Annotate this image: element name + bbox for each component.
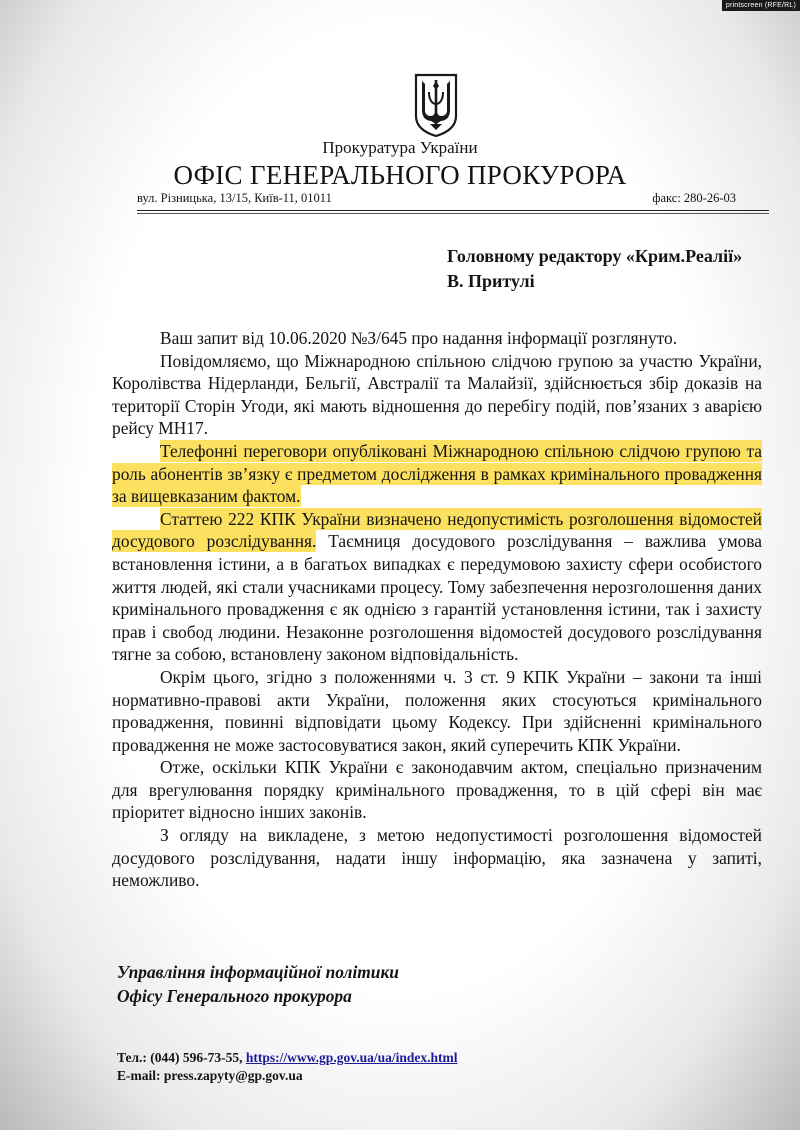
paragraph-phone-calls (112, 440, 762, 508)
agency-name: Прокуратура України (322, 138, 478, 157)
recipient-line-name: В. Притулі (447, 271, 535, 291)
highlighted-text: Статтею 222 КПК України визначено недопустимість розголошення відомостей досудового розслідування. (112, 508, 762, 552)
recipient-block (447, 244, 742, 294)
signature-office: Офісу Генерального прокурора (117, 986, 352, 1006)
contacts-block (117, 1049, 457, 1085)
paragraph-request: Ваш запит від 10.06.2020 №З/645 про надання інформації розглянуто. (160, 328, 678, 348)
letter-body (112, 327, 762, 892)
office-fax: факс: 280-26-03 (652, 191, 736, 205)
watermark-label: printscreen (RFE/RL) (722, 0, 800, 11)
paragraph-conclusion: З огляду на викладене, з метою недопустимості розголошення відомостей досудового розслідування, надати іншу інформацію, яка зазначена у запиті, неможливо. (112, 825, 762, 891)
highlighted-text: Телефонні переговори опубліковані Міжнародною спільною слідчою групою та роль абонентів зв’язку є предметом дослідження в рамках кримінального провадження за вищевказаним фактом. (112, 440, 762, 507)
recipient-line-editor: Головному редактору «Крим.Реалії» (447, 246, 743, 266)
signature-department: Управління інформаційної політики (117, 962, 399, 982)
paragraph-investigation: Повідомляємо, що Міжнародною спільною слідчою групою за участю України, Королівства Нідерланди, Бельгії, Австралії та Малайзії, здійснюється збір доказів на території Сторін Угоди, які мають відношення до перебігу подій, пов’язаних з аварією рейсу МН17. (112, 350, 762, 439)
contact-phone: Тел.: (044) 596-73-55, (117, 1050, 246, 1065)
office-address: вул. Різницька, 13/15, Київ-11, 01011 (137, 191, 332, 205)
paragraph-article-222 (112, 508, 762, 666)
office-title: ОФІС ГЕНЕРАЛЬНОГО ПРОКУРОРА (173, 160, 627, 190)
signature-block (117, 960, 399, 1008)
contact-email: E-mail: press.zapyty@gp.gov.ua (117, 1068, 303, 1083)
trident-coat-of-arms-icon (413, 72, 459, 138)
paragraph-text: Таємниця досудового розслідування – важлива умова встановлення істини, а в багатьох випадках є передумовою захисту сфери особистого життя людей, які стали учасниками процесу. Тому забезпечення нерозголошення даних кримінального провадження є як однією з гарантій установлення істини, так і захисту прав і свобод людини. Незаконне розголошення відомостей досудового розслідування тягне за собою, встановлену законом відповідальність. (112, 531, 762, 665)
paragraph-priority: Отже, оскільки КПК України є законодавчим актом, спеціально призначеним для врегулювання порядку кримінального провадження, то в цій сфері він має пріоритет відносно інших законів. (112, 757, 762, 823)
website-link[interactable]: https://www.gp.gov.ua/ua/index.html (245, 1050, 458, 1065)
header-divider (137, 210, 769, 211)
paragraph-legal-basis: Окрім цього, згідно з положеннями ч. 3 ст. 9 КПК України – закони та інші нормативно-правові акти України, положення яких стосуються кримінального провадження, повинні відповідати цьому Кодексу. При здійсненні кримінального провадження не може застосовуватися закон, який суперечить КПК України. (112, 666, 762, 755)
contact-phone-line (117, 1049, 457, 1067)
